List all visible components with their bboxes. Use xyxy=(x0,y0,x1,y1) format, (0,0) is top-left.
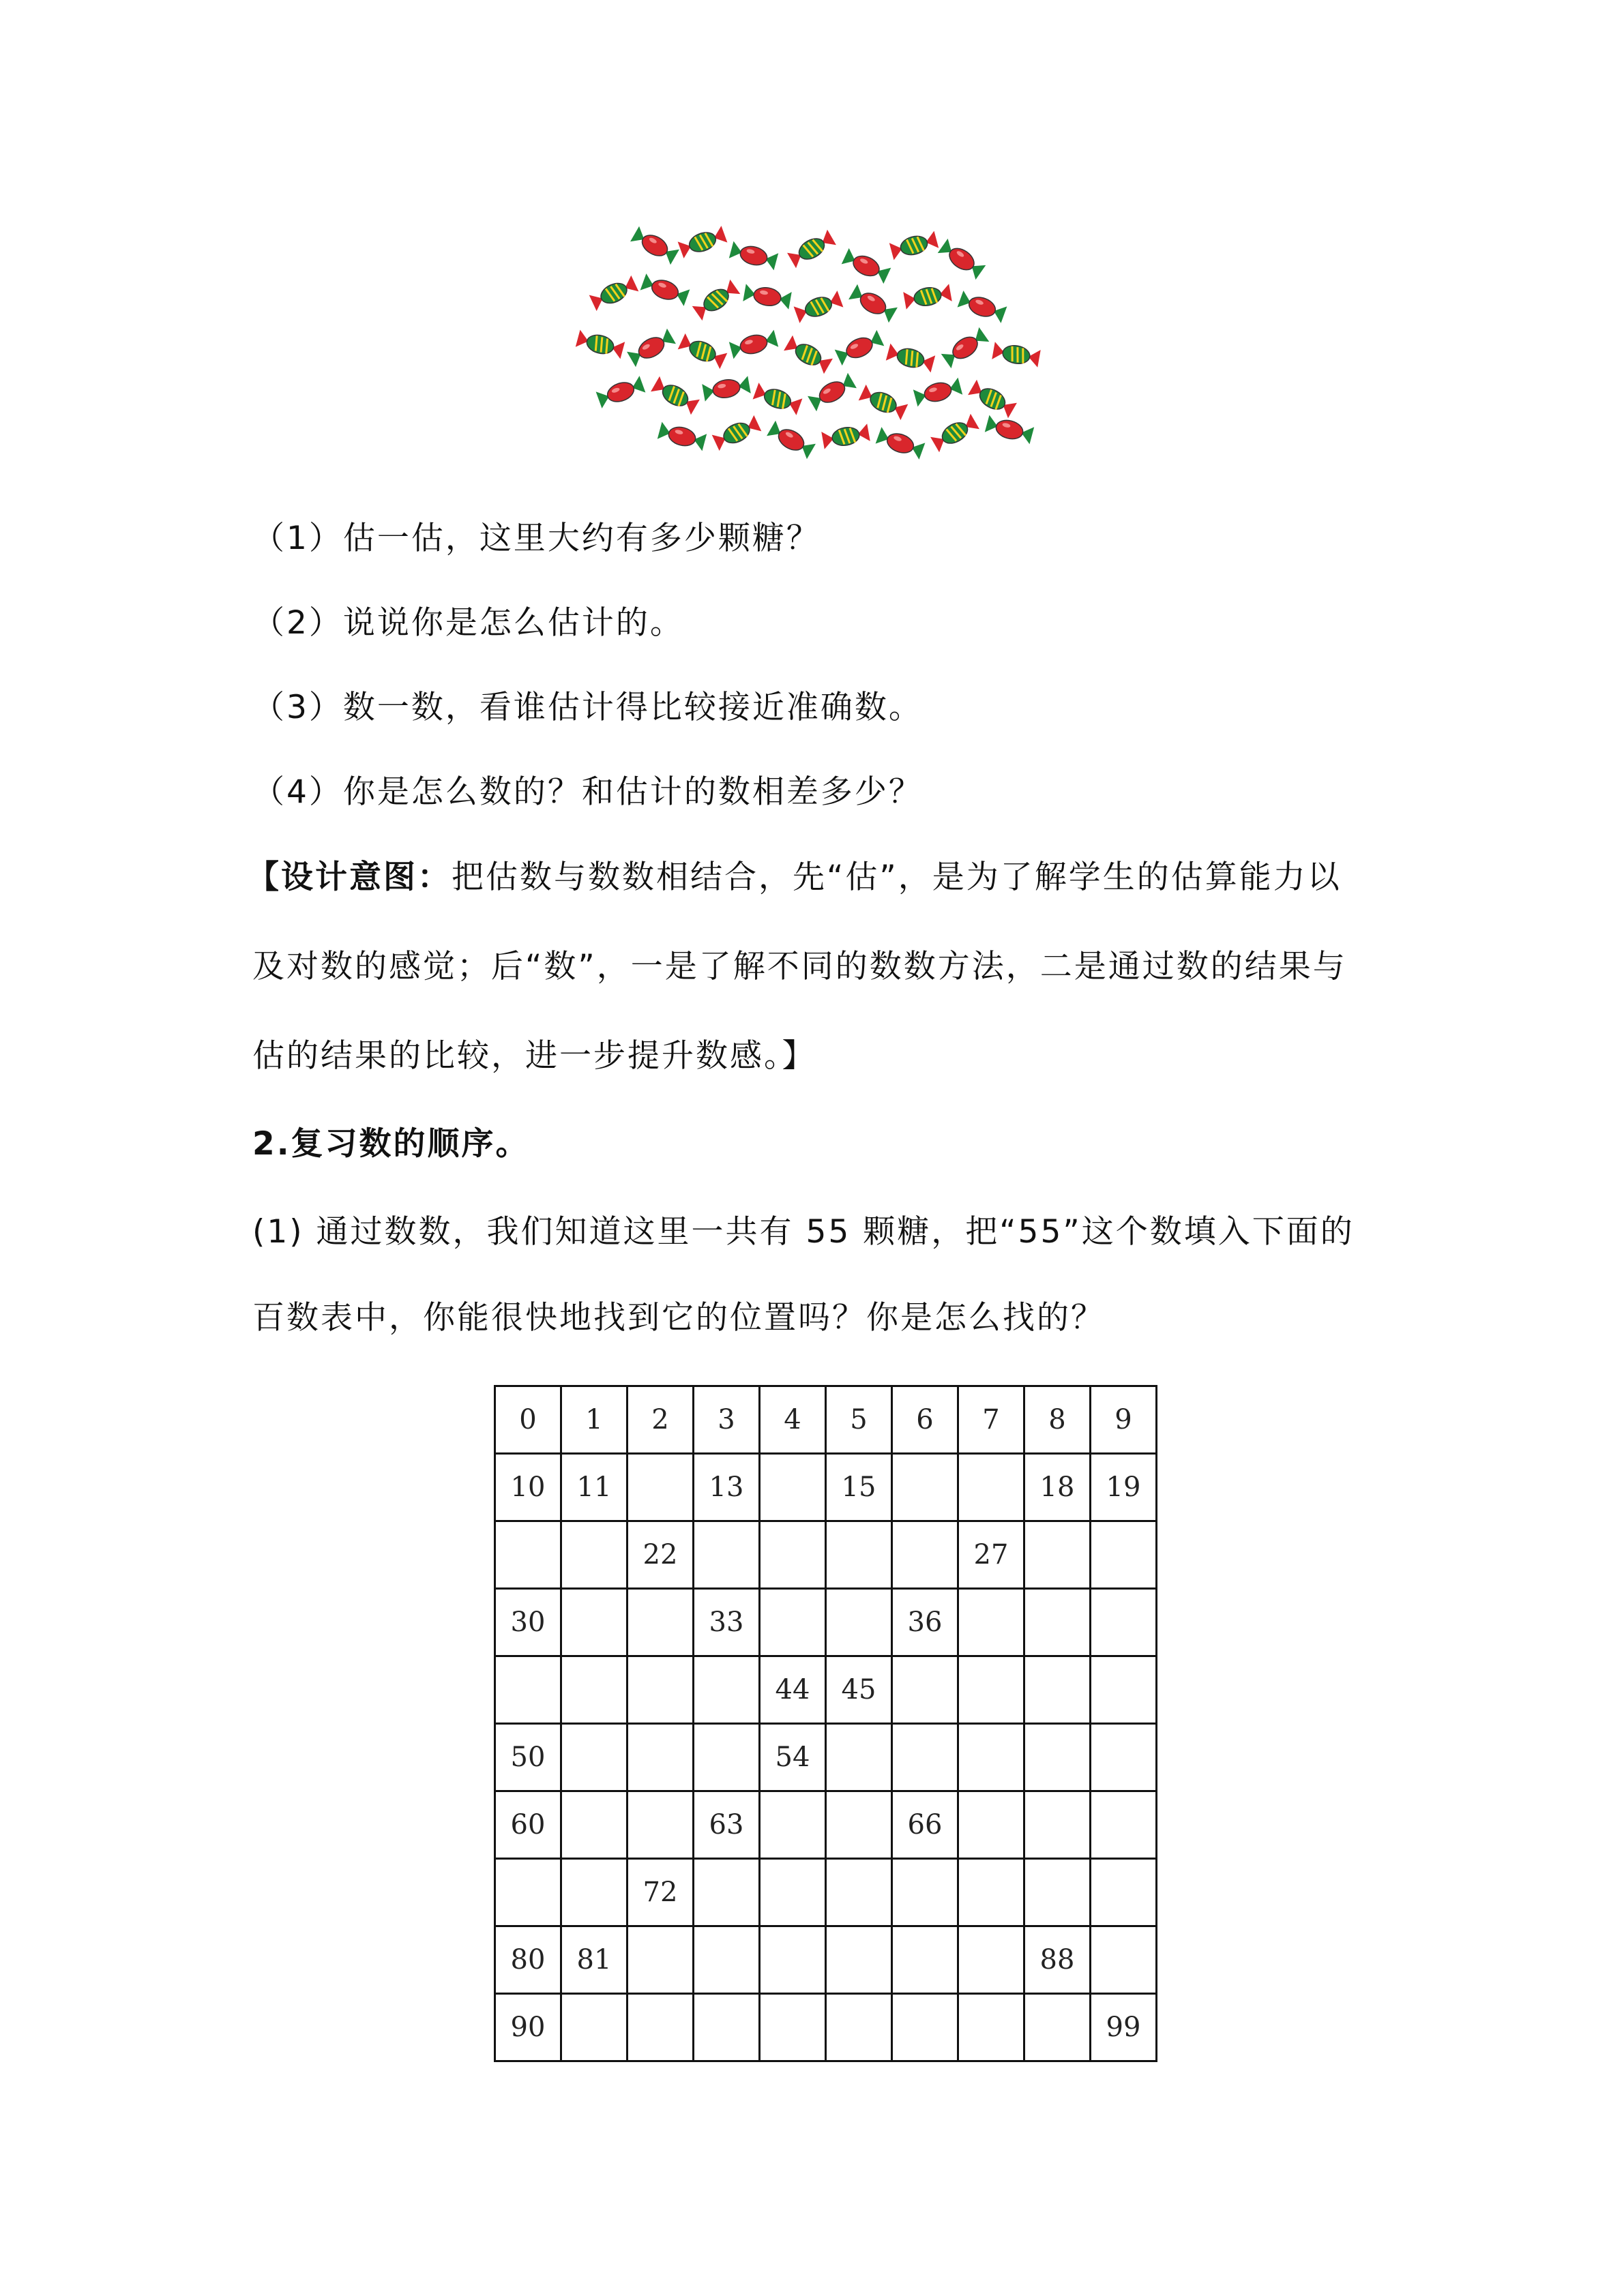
table-cell xyxy=(826,1791,892,1859)
table-cell xyxy=(495,1521,561,1589)
table-cell: 2 xyxy=(628,1386,694,1454)
table-cell: 44 xyxy=(760,1656,826,1724)
table-cell xyxy=(628,1724,694,1791)
section-2-question-line-1: (1) 通过数数，我们知道这里一共有 55 颗糖，把“55”这个数填入下面的 xyxy=(252,1213,1355,1251)
table-cell: 30 xyxy=(495,1589,561,1656)
table-row xyxy=(495,1386,1157,1454)
table-cell xyxy=(892,1724,958,1791)
table-cell: 72 xyxy=(628,1859,694,1926)
hundred-number-table xyxy=(494,1385,1157,2062)
table-cell xyxy=(561,1521,628,1589)
candy-icon xyxy=(930,414,979,453)
table-cell xyxy=(958,1454,1024,1521)
table-cell xyxy=(1024,1859,1091,1926)
candy-icon xyxy=(787,230,836,269)
table-cell xyxy=(892,1454,958,1521)
candy-icon xyxy=(992,342,1040,367)
table-cell xyxy=(958,1926,1024,1994)
candy-icon xyxy=(753,383,803,415)
table-cell: 15 xyxy=(826,1454,892,1521)
table-cell xyxy=(1091,1791,1157,1859)
table-cell: 66 xyxy=(892,1791,958,1859)
section-2-title: 2.复习数的顺序。 xyxy=(252,1125,530,1163)
table-cell xyxy=(561,1859,628,1926)
table-cell xyxy=(760,1994,826,2061)
table-row xyxy=(495,1724,1157,1791)
section-2-question-line-2: 百数表中，你能很快地找到它的位置吗？你是怎么找的？ xyxy=(252,1299,1105,1337)
table-cell xyxy=(561,1724,628,1791)
table-cell xyxy=(826,1724,892,1791)
table-cell xyxy=(760,1926,826,1994)
table-cell: 33 xyxy=(694,1589,760,1656)
table-cell xyxy=(1024,1656,1091,1724)
table-cell xyxy=(958,1656,1024,1724)
table-row xyxy=(495,1521,1157,1589)
table-cell: 0 xyxy=(495,1386,561,1454)
table-row xyxy=(495,1994,1157,2061)
candy-icon xyxy=(658,422,707,451)
candy-icon xyxy=(576,330,625,359)
table-cell: 8 xyxy=(1024,1386,1091,1454)
table-cell: 45 xyxy=(826,1656,892,1724)
table-cell xyxy=(958,1859,1024,1926)
table-cell xyxy=(1024,1724,1091,1791)
candy-icon xyxy=(941,327,990,368)
question-2: （2）说说你是怎么估计的。 xyxy=(252,604,684,642)
table-cell xyxy=(892,1926,958,1994)
table-cell xyxy=(1091,1926,1157,1994)
table-cell xyxy=(760,1521,826,1589)
candy-icon xyxy=(596,376,646,408)
table-cell xyxy=(495,1859,561,1926)
table-cell: 10 xyxy=(495,1454,561,1521)
table-cell: 6 xyxy=(892,1386,958,1454)
candy-icon xyxy=(968,380,1017,419)
table-cell xyxy=(1091,1859,1157,1926)
table-cell xyxy=(760,1589,826,1656)
table-cell: 19 xyxy=(1091,1454,1157,1521)
candy-icon xyxy=(784,336,833,374)
table-cell: 50 xyxy=(495,1724,561,1791)
table-cell xyxy=(628,1454,694,1521)
candy-icon xyxy=(848,284,898,323)
candy-icon xyxy=(859,385,909,420)
candy-icon xyxy=(842,248,891,284)
table-cell xyxy=(826,1589,892,1656)
candy-icon xyxy=(729,241,778,271)
table-cell xyxy=(958,1724,1024,1791)
table-cell: 88 xyxy=(1024,1926,1091,1994)
table-cell xyxy=(760,1454,826,1521)
table-cell xyxy=(958,1791,1024,1859)
candy-icon xyxy=(729,330,778,359)
table-cell xyxy=(892,1859,958,1926)
table-cell: 7 xyxy=(958,1386,1024,1454)
table-cell xyxy=(628,1589,694,1656)
candy-icon xyxy=(678,226,728,258)
table-row xyxy=(495,1656,1157,1724)
table-cell: 80 xyxy=(495,1926,561,1994)
table-cell xyxy=(561,1791,628,1859)
table-cell: 9 xyxy=(1091,1386,1157,1454)
candy-icon xyxy=(678,333,728,369)
candy-icon xyxy=(903,284,951,309)
candy-icon xyxy=(794,290,844,323)
table-cell: 60 xyxy=(495,1791,561,1859)
table-row xyxy=(495,1859,1157,1926)
table-cell xyxy=(628,1926,694,1994)
table-row xyxy=(495,1791,1157,1859)
candy-icon xyxy=(835,330,885,366)
candy-icon xyxy=(958,290,1007,323)
table-cell xyxy=(1091,1656,1157,1724)
table-cell xyxy=(628,1656,694,1724)
table-cell xyxy=(892,1994,958,2061)
table-cell: 11 xyxy=(561,1454,628,1521)
table-cell xyxy=(561,1656,628,1724)
candy-icon xyxy=(889,231,939,260)
candy-icon xyxy=(589,275,639,311)
table-cell: 4 xyxy=(760,1386,826,1454)
table-cell xyxy=(1091,1724,1157,1791)
candy-icon xyxy=(938,239,986,280)
table-cell: 5 xyxy=(826,1386,892,1454)
candy-icon xyxy=(767,421,816,460)
candy-icon xyxy=(985,415,1034,445)
table-cell xyxy=(958,1994,1024,2061)
candy-icon xyxy=(630,226,679,265)
candy-icon xyxy=(876,427,926,460)
candy-icon xyxy=(712,415,762,451)
table-cell xyxy=(826,1521,892,1589)
table-cell xyxy=(760,1791,826,1859)
table-cell: 90 xyxy=(495,1994,561,2061)
question-3: （3）数一数，看谁估计得比较接近准确数。 xyxy=(252,689,923,726)
design-intent-line-1 xyxy=(247,857,1342,898)
candy-icon xyxy=(808,373,857,412)
table-cell: 18 xyxy=(1024,1454,1091,1521)
table-cell: 99 xyxy=(1091,1994,1157,2061)
table-cell xyxy=(694,1521,760,1589)
table-cell xyxy=(826,1926,892,1994)
table-cell xyxy=(892,1656,958,1724)
table-cell xyxy=(694,1926,760,1994)
table-cell xyxy=(495,1656,561,1724)
table-cell xyxy=(826,1994,892,2061)
table-cell: 13 xyxy=(694,1454,760,1521)
candy-icon xyxy=(743,284,791,309)
candy-icon xyxy=(640,273,690,306)
table-row xyxy=(495,1454,1157,1521)
table-cell: 81 xyxy=(561,1926,628,1994)
table-cell xyxy=(694,1859,760,1926)
candy-icon xyxy=(821,423,870,449)
candy-icon xyxy=(702,376,750,401)
table-cell xyxy=(1024,1521,1091,1589)
table-cell xyxy=(1091,1589,1157,1656)
table-cell xyxy=(826,1859,892,1926)
candy-icon xyxy=(913,378,962,407)
candy-icon xyxy=(627,329,676,368)
table-row xyxy=(495,1589,1157,1656)
table-row xyxy=(495,1926,1157,1994)
table-cell xyxy=(1024,1589,1091,1656)
design-intent-label: 【设计意图： xyxy=(247,859,452,896)
table-cell xyxy=(561,1589,628,1656)
table-cell xyxy=(892,1521,958,1589)
table-cell xyxy=(1091,1521,1157,1589)
candy-icon xyxy=(651,376,700,415)
table-cell xyxy=(628,1791,694,1859)
candy-icon xyxy=(692,280,741,320)
candy-pile-image xyxy=(573,218,1050,471)
table-cell xyxy=(694,1656,760,1724)
table-cell xyxy=(694,1994,760,2061)
table-cell: 1 xyxy=(561,1386,628,1454)
table-cell: 27 xyxy=(958,1521,1024,1589)
table-cell xyxy=(958,1589,1024,1656)
table-cell: 54 xyxy=(760,1724,826,1791)
candy-icon xyxy=(886,344,935,373)
table-cell: 22 xyxy=(628,1521,694,1589)
design-intent-line-3: 估的结果的比较，进一步提升数感。】 xyxy=(252,1037,816,1075)
question-4: （4）你是怎么数的？和估计的数相差多少？ xyxy=(252,773,923,811)
candy-illustration xyxy=(573,218,1050,471)
table-cell xyxy=(1024,1791,1091,1859)
table-cell xyxy=(760,1859,826,1926)
table-cell xyxy=(561,1994,628,2061)
table-cell xyxy=(694,1724,760,1791)
design-intent-line-2: 及对数的感觉；后“数”，一是了解不同的数数方法，二是通过数的结果与 xyxy=(252,948,1347,985)
table-cell: 36 xyxy=(892,1589,958,1656)
table-cell xyxy=(1024,1994,1091,2061)
table-cell: 3 xyxy=(694,1386,760,1454)
table-cell: 63 xyxy=(694,1791,760,1859)
design-intent-text-1 xyxy=(247,859,1342,896)
table-cell xyxy=(628,1994,694,2061)
design-intent-body: 把估数与数数相结合，先“估”，是为了解学生的估算能力以 xyxy=(452,859,1342,896)
question-1: （1）估一估，这里大约有多少颗糖？ xyxy=(252,520,821,557)
